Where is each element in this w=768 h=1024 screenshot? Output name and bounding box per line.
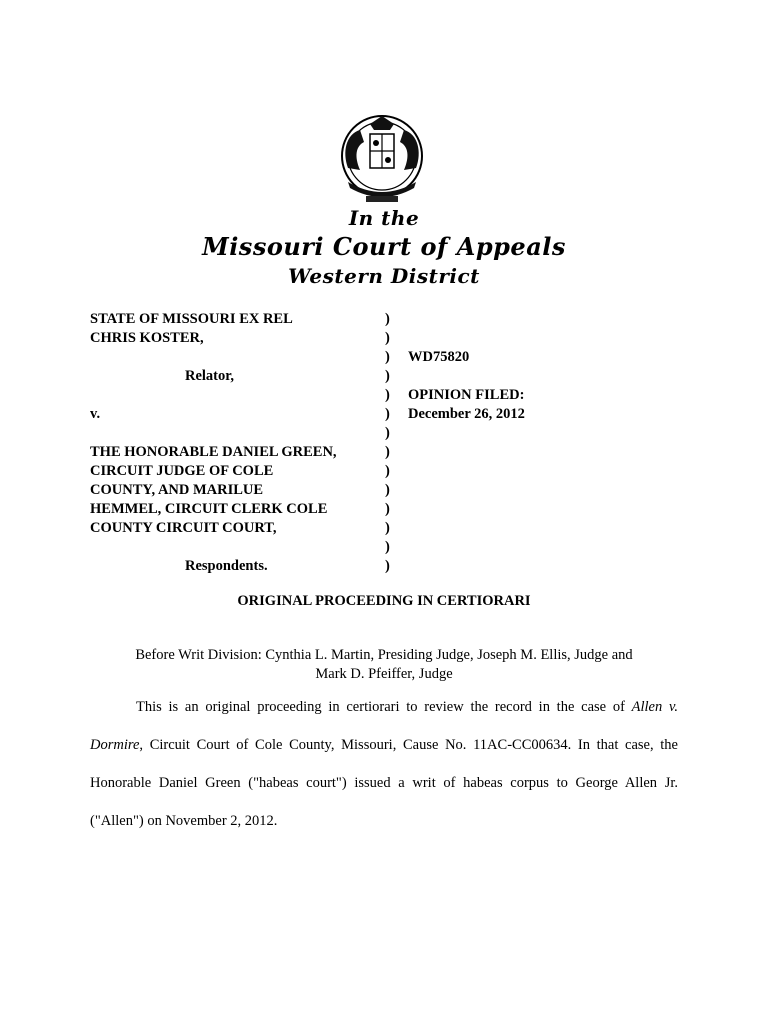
respondent-party-line: HEMMEL, CIRCUIT CLERK COLE [90,501,328,517]
opinion-body [90,688,678,840]
respondent-party-line: COUNTY, AND MARILUE [90,482,264,498]
opinion-text: , Circuit Court of Cole County, Missouri, Cause No. 11AC-CC00634. In that case, the Honorable Daniel Green ("habeas court") issued a writ of habeas corpus to George Allen Jr. ("Allen") on November 2, 2012. [90,737,678,829]
bench-line: Before Writ Division: Cynthia L. Martin, Presiding Judge, Joseph M. Ellis, Judge and [135,647,633,663]
caption-paren: ) [385,406,390,422]
relator-label: Relator, [185,368,234,384]
respondent-party-line: COUNTY CIRCUIT COURT, [90,520,277,536]
caption-paren: ) [385,368,390,384]
court-district: Western District [288,264,480,288]
caption-paren: ) [385,387,390,403]
case-citation-name: Allen [631,699,663,715]
caption-paren: ) [385,463,390,479]
caption-paren: ) [385,330,390,346]
caption-paren: ) [385,311,390,327]
court-name: Missouri Court of Appeals [202,232,566,261]
respondents-label: Respondents. [185,558,268,574]
opinion-text: This is an original proceeding in certiorari to review the record in the case of [136,699,632,715]
caption-paren: ) [385,425,390,441]
respondent-party-line: CIRCUIT JUDGE OF COLE [90,463,274,479]
caption-paren: ) [385,482,390,498]
respondent-party-line: THE HONORABLE DANIEL GREEN, [90,444,337,460]
opinion-paragraph [90,688,678,840]
court-header [0,204,768,290]
caption-paren: ) [385,558,390,574]
proceeding-title: ORIGINAL PROCEEDING IN CERTIORARI [237,593,531,609]
court-header-line1: In the [348,206,420,230]
missouri-state-seal-icon [330,112,434,204]
caption-paren: ) [385,444,390,460]
bench-panel [96,646,672,684]
caption-paren: ) [385,349,390,365]
case-citation-name: v. Dormire [90,699,678,753]
opinion-filed-date: December 26, 2012 [408,406,525,422]
caption-paren: ) [385,520,390,536]
bench-line: Mark D. Pfeiffer, Judge [315,666,453,682]
relator-party-line: STATE OF MISSOURI EX REL [90,311,293,327]
caption-paren: ) [385,539,390,555]
relator-party-line: CHRIS KOSTER, [90,330,204,346]
caption-paren: ) [385,501,390,517]
opinion-filed-label: OPINION FILED: [408,387,525,403]
case-number: WD75820 [408,349,470,365]
versus-label: v. [90,406,101,422]
